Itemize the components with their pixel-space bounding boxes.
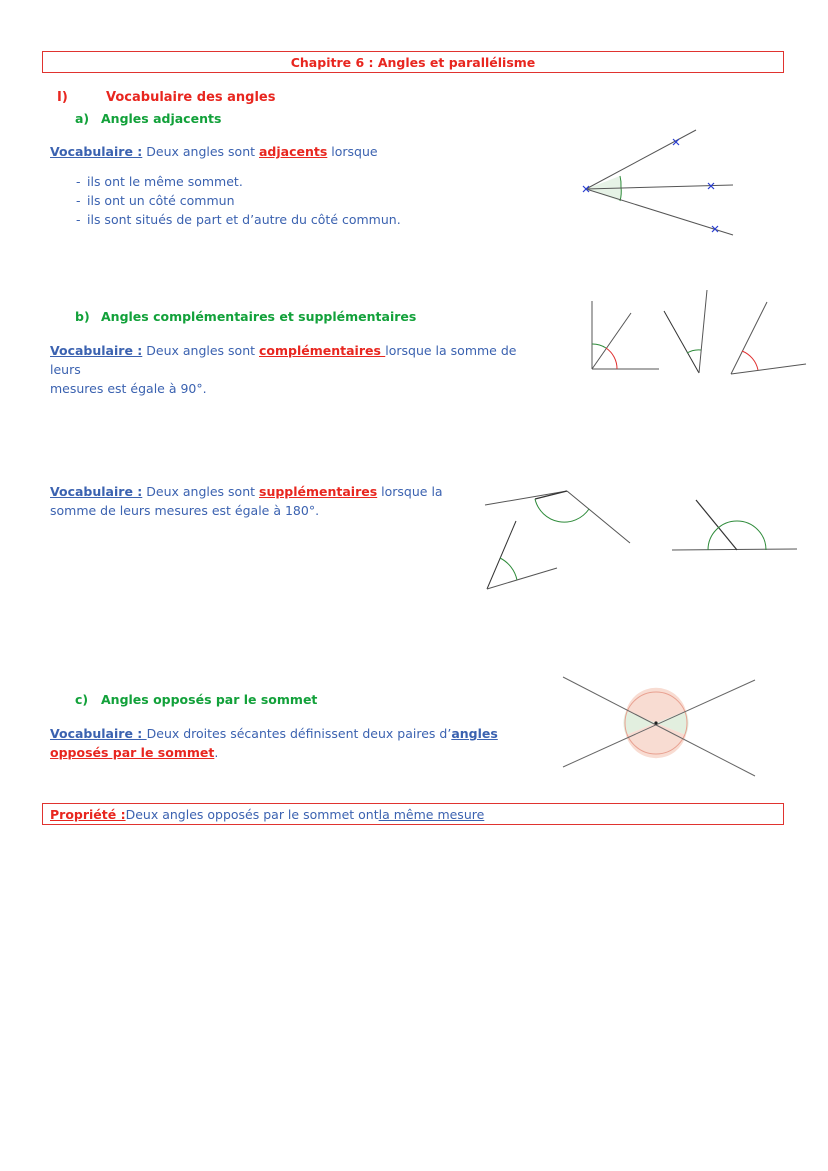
keyword-angles: angles	[451, 726, 498, 741]
list-item: - ils sont situés de part et d’autre du côté commun.	[76, 212, 401, 227]
section-number: I)	[57, 90, 68, 105]
list-item: - ils ont le même sommet.	[76, 174, 243, 189]
keyword-supplementaires: supplémentaires	[259, 484, 378, 499]
property-emphasis: la même mesure	[378, 806, 485, 822]
vocab-label: Vocabulaire :	[50, 484, 143, 499]
vocab-label: Vocabulaire :	[50, 144, 143, 159]
keyword-adjacents: adjacents	[259, 144, 328, 159]
keyword-complementaires: complémentaires	[259, 343, 386, 358]
chapter-title: Chapitre 6 : Angles et parallélisme	[290, 54, 536, 70]
property-text: Deux angles opposés par le sommet ont	[125, 806, 379, 822]
property-box	[42, 803, 784, 825]
complementary-definition: Vocabulaire : Deux angles sont complémentaires lorsque la somme de leurs mesures est égale à 90°.	[50, 343, 517, 396]
adjacent-text-before: Deux angles sont	[142, 144, 259, 159]
property-label: Propriété :	[50, 806, 126, 822]
subsection-c-label: c)	[75, 692, 89, 707]
vertical-angles-definition: Vocabulaire : Deux droites sécantes définissent deux paires d’angles opposés par le sommet.	[50, 726, 498, 760]
supplementary-definition: Vocabulaire : Deux angles sont supplémentaires lorsque la somme de leurs mesures est égale à 180°.	[50, 484, 443, 518]
subsection-a-label: a)	[75, 111, 90, 126]
subsection-a-heading: Angles adjacents	[101, 111, 222, 126]
adjacent-text-after: lorsque	[327, 144, 378, 159]
subsection-c-heading: Angles opposés par le sommet	[101, 692, 318, 707]
subsection-b-label: b)	[75, 309, 90, 324]
section-heading: Vocabulaire des angles	[106, 90, 276, 105]
subsection-b-heading: Angles complémentaires et supplémentaires	[101, 309, 417, 324]
list-item: - ils ont un côté commun	[76, 193, 235, 208]
keyword-opposes-par-le-sommet: opposés par le sommet	[50, 745, 215, 760]
vocab-label: Vocabulaire :	[50, 726, 147, 741]
vocab-label: Vocabulaire :	[50, 343, 143, 358]
